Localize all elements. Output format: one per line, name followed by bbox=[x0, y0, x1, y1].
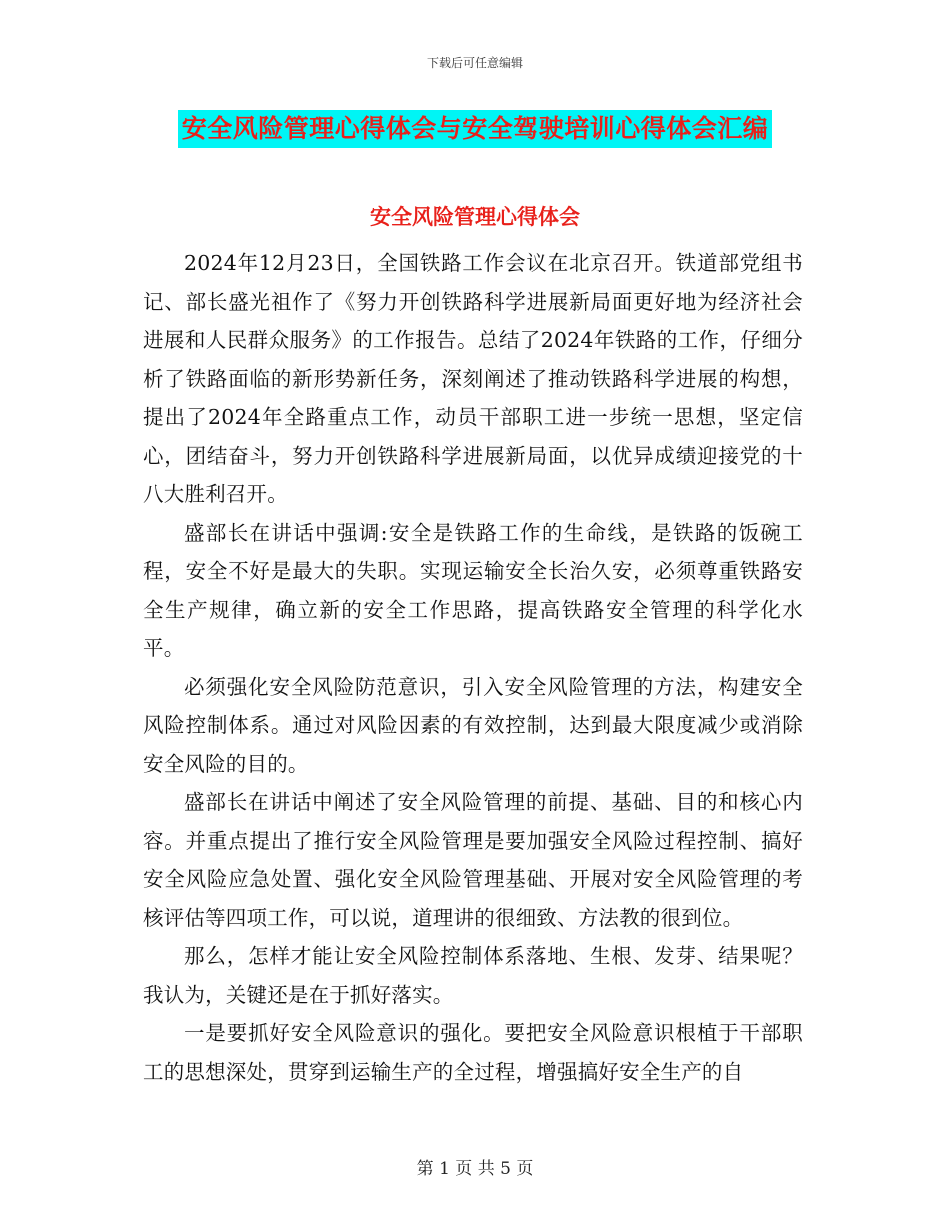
paragraph: 那么，怎样才能让安全风险控制体系落地、生根、发芽、结果呢？我认为，关键还是在于抓好落实。 bbox=[143, 944, 803, 1007]
document-title: 安全风险管理心得体会与安全驾驶培训心得体会汇编 bbox=[178, 110, 773, 148]
paragraph: 盛部长在讲话中阐述了安全风险管理的前提、基础、目的和核心内容。并重点提出了推行安全风险管理是要加强安全风险过程控制、搞好安全风险应急处置、强化安全风险管理基础、开展对安全风险管理的考核评估等四项工作，可以说，道理讲的很细致、方法教的很到位。 bbox=[143, 790, 803, 930]
paragraph: 盛部长在讲话中强调:安全是铁路工作的生命线，是铁路的饭碗工程，安全不好是最大的失职。实现运输安全长治久安，必须尊重铁路安全生产规律，确立新的安全工作思路，提高铁路安全管理的科学化水平。 bbox=[143, 520, 803, 660]
paragraph: 一是要抓好安全风险意识的强化。要把安全风险意识根植于干部职工的思想深处，贯穿到运输生产的全过程，增强搞好安全生产的自 bbox=[143, 1021, 803, 1084]
section-title: 安全风险管理心得体会 bbox=[370, 205, 580, 229]
document-body bbox=[143, 244, 803, 1091]
main-title-container bbox=[0, 110, 950, 148]
paragraph: 2024年12月23日，全国铁路工作会议在北京召开。铁道部党组书记、部长盛光祖作了《努力开创铁路科学进展新局面更好地为经济社会进展和人民群众服务》的工作报告。总结了2024年铁路的工作，仔细分析了铁路面临的新形势新任务，深刻阐述了推动铁路科学进展的构想，提出了2024年全路重点工作，动员干部职工进一步统一思想，坚定信心，团结奋斗，努力开创铁路科学进展新局面，以优异成绩迎接党的十八大胜利召开。 bbox=[143, 251, 803, 506]
page-header-note: 下载后可任意编辑 bbox=[426, 56, 523, 70]
page-number-footer: 第 1 页 共 5 页 bbox=[416, 1159, 534, 1179]
paragraph: 必须强化安全风险防范意识，引入安全风险管理的方法，构建安全风险控制体系。通过对风险因素的有效控制，达到最大限度减少或消除安全风险的目的。 bbox=[143, 674, 803, 776]
